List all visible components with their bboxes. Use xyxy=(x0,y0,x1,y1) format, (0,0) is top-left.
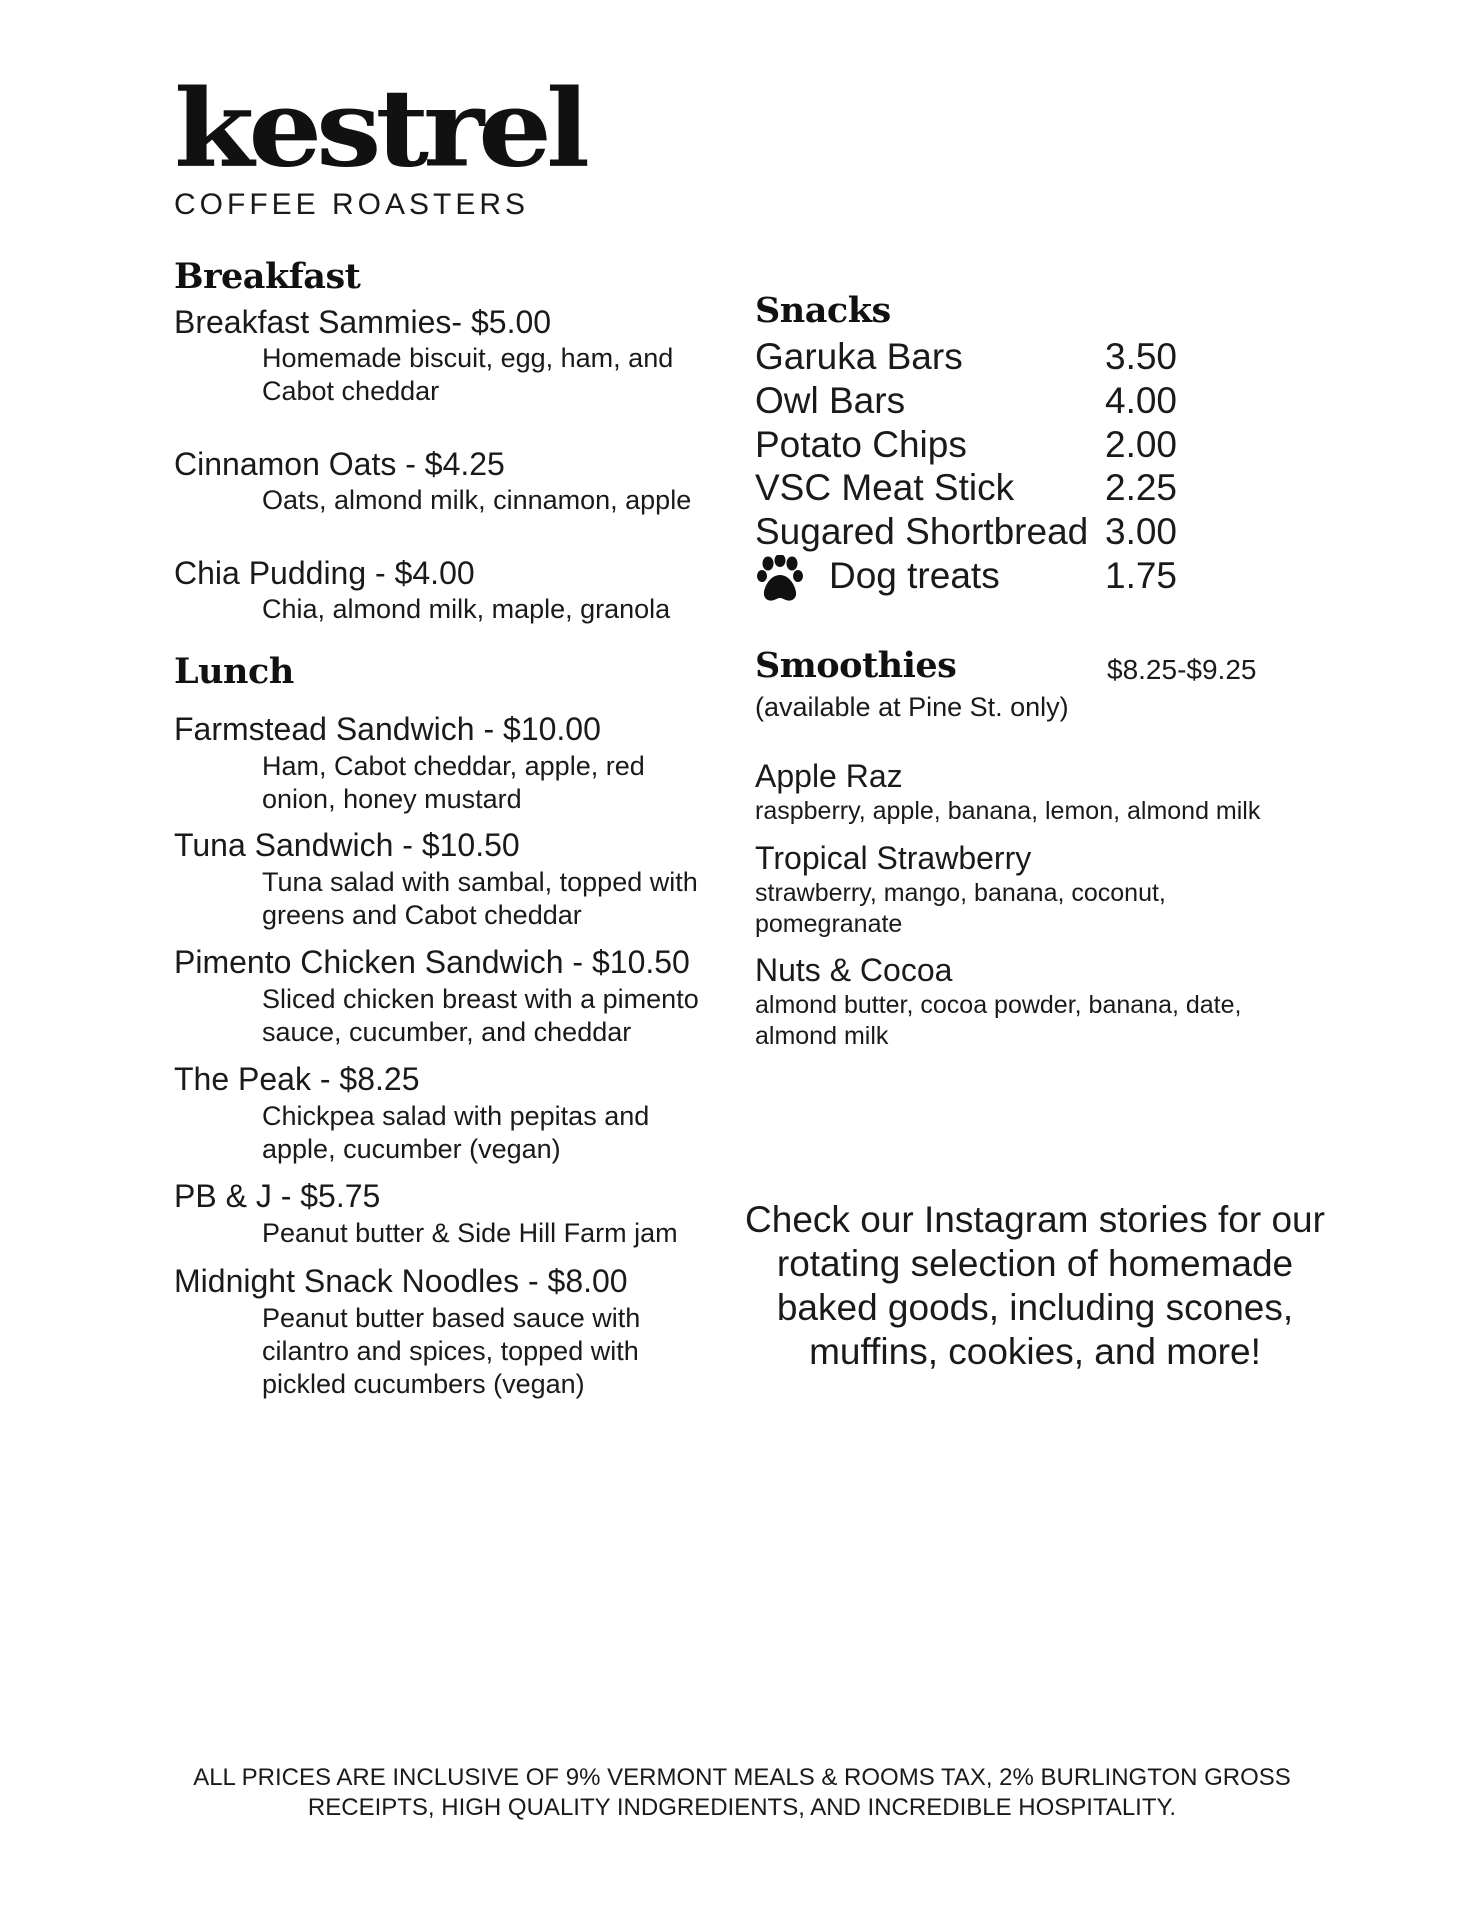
menu-item-name: Tuna Sandwich - $10.50 xyxy=(174,827,520,863)
menu-item-desc: Peanut butter based sauce with cilantro and spices, topped with pickled cucumbers (vegan) xyxy=(262,1303,641,1399)
menu-item-desc: Chickpea salad with pepitas and apple, cucumber (vegan) xyxy=(262,1101,650,1164)
menu-item-desc: Sliced chicken breast with a pimento sauce, cucumber, and cheddar xyxy=(262,984,699,1047)
brand-name: kestrel xyxy=(174,66,585,192)
smoothie-name: Apple Raz xyxy=(755,758,903,794)
menu-item-name: The Peak - $8.25 xyxy=(174,1061,420,1097)
menu-item-desc: Oats, almond milk, cinnamon, apple xyxy=(262,485,692,515)
menu-item-name: Chia Pudding - $4.00 xyxy=(174,555,475,591)
snack-name: VSC Meat Stick xyxy=(755,467,1015,508)
smoothie-price-range: $8.25-$9.25 xyxy=(1107,654,1257,685)
snack-row xyxy=(755,424,1195,468)
snack-price: 3.50 xyxy=(1105,336,1178,377)
snack-price: 1.75 xyxy=(1105,555,1178,596)
smoothies-heading: Smoothies xyxy=(755,645,957,686)
menu-item-name: Pimento Chicken Sandwich - $10.50 xyxy=(174,944,690,980)
snack-row xyxy=(755,511,1195,555)
lunch-heading: Lunch xyxy=(174,651,294,692)
menu-item-name: Cinnamon Oats - $4.25 xyxy=(174,446,505,482)
snack-name: Dog treats xyxy=(829,555,1000,596)
menu-item-desc: Tuna salad with sambal, topped with greens and Cabot cheddar xyxy=(262,867,698,930)
smoothie-name: Nuts & Cocoa xyxy=(755,952,953,988)
smoothie-desc: almond butter, cocoa powder, banana, date, almond milk xyxy=(755,991,1242,1050)
menu-item-desc: Ham, Cabot cheddar, apple, red onion, honey mustard xyxy=(262,751,645,814)
snack-name: Potato Chips xyxy=(755,424,967,465)
snack-row xyxy=(755,467,1195,511)
menu-item-name: Breakfast Sammies- $5.00 xyxy=(174,304,552,340)
instagram-note: Check our Instagram stories for our rotating selection of homemade baked goods, including scones, muffins, cookies, and more! xyxy=(745,1199,1325,1372)
snack-name: Owl Bars xyxy=(755,380,906,421)
brand-tagline: COFFEE ROASTERS xyxy=(174,188,530,221)
snack-name: Sugared Shortbread xyxy=(755,511,1089,552)
smoothie-desc: raspberry, apple, banana, lemon, almond milk xyxy=(755,797,1261,825)
smoothie-desc: strawberry, mango, banana, coconut, pomegranate xyxy=(755,879,1166,938)
snack-name: Garuka Bars xyxy=(755,336,963,377)
menu-item-desc: Peanut butter & Side Hill Farm jam xyxy=(262,1218,678,1248)
menu-item-desc: Homemade biscuit, egg, ham, and Cabot cheddar xyxy=(262,343,674,406)
menu-item-desc: Chia, almond milk, maple, granola xyxy=(262,594,671,624)
snack-price: 2.00 xyxy=(1105,424,1178,465)
breakfast-heading: Breakfast xyxy=(174,256,361,297)
snack-price: 2.25 xyxy=(1105,467,1178,508)
snacks-heading: Snacks xyxy=(755,290,891,331)
snack-row xyxy=(755,336,1195,380)
menu-item-name: Farmstead Sandwich - $10.00 xyxy=(174,711,601,747)
tax-footer-note: ALL PRICES ARE INCLUSIVE OF 9% VERMONT MEALS & ROOMS TAX, 2% BURLINGTON GROSS RECEIPTS, HIGH QUALITY INDGREDIENTS, AND INCREDIBLE HOSPITALITY. xyxy=(193,1764,1291,1821)
snack-row xyxy=(755,380,1195,424)
snack-row xyxy=(755,555,1195,599)
menu-item-name: Midnight Snack Noodles - $8.00 xyxy=(174,1263,628,1299)
smoothie-name: Tropical Strawberry xyxy=(755,840,1032,876)
snack-price: 4.00 xyxy=(1105,380,1178,421)
paw-icon xyxy=(755,555,813,605)
menu-item-name: PB & J - $5.75 xyxy=(174,1178,381,1214)
smoothie-availability-note: (available at Pine St. only) xyxy=(755,692,1069,722)
brand-logo xyxy=(174,66,594,222)
snack-price: 3.00 xyxy=(1105,511,1178,552)
